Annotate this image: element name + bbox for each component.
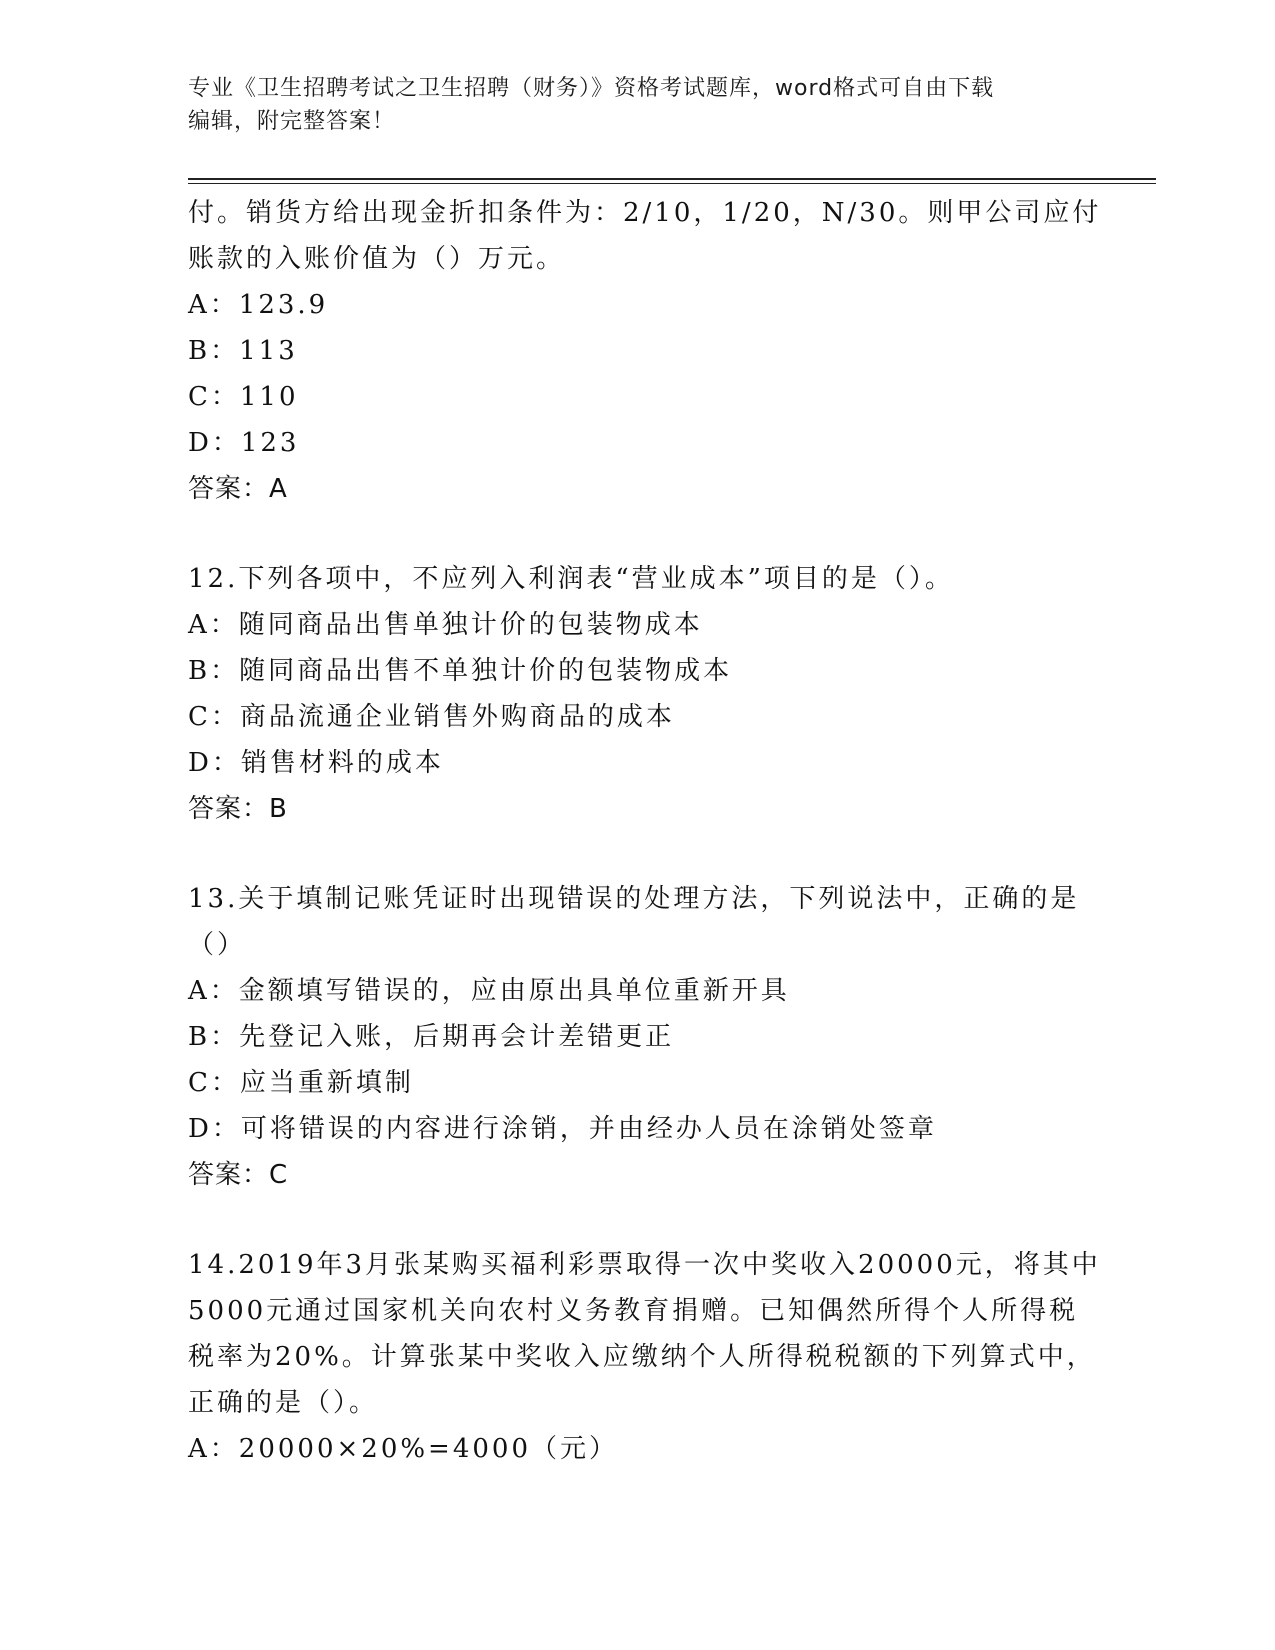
- header-divider-thin: [188, 183, 1156, 184]
- question-text-line: 账款的入账价值为（）万元。: [188, 244, 566, 274]
- document-body: [188, 190, 1102, 1472]
- option-b: B：随同商品出售不单独计价的包装物成本: [188, 656, 733, 686]
- question-14: [188, 1242, 1101, 1472]
- spacer: [188, 512, 1088, 556]
- option-c: C：应当重新填制: [188, 1068, 414, 1098]
- option-d: D：可将错误的内容进行涂销，并由经办人员在涂销处签章: [188, 1114, 937, 1144]
- header-divider-thick: [188, 178, 1156, 180]
- answer-line: 答案：B: [188, 794, 288, 824]
- answer-line: 答案：C: [188, 1160, 289, 1190]
- question-text-line: 14.2019年3月张某购买福利彩票取得一次中奖收入20000元，将其中: [188, 1250, 1101, 1280]
- option-b: B：先登记入账，后期再会计差错更正: [188, 1022, 675, 1052]
- question-text-line: 12.下列各项中，不应列入利润表“营业成本”项目的是（）。: [188, 564, 954, 594]
- option-c: C：110: [188, 382, 299, 412]
- question-text-line: 付。销货方给出现金折扣条件为：2/10，1/20，N/30。则甲公司应付: [188, 198, 1102, 228]
- answer-line: 答案：A: [188, 474, 288, 504]
- question-text-line: 5000元通过国家机关向农村义务教育捐赠。已知偶然所得个人所得税: [188, 1296, 1079, 1326]
- spacer: [188, 1198, 1088, 1242]
- option-a: A：金额填写错误的，应由原出具单位重新开具: [188, 976, 790, 1006]
- question-12: [188, 556, 1088, 832]
- option-a: A：随同商品出售单独计价的包装物成本: [188, 610, 703, 640]
- option-a: A：20000×20%=4000（元）: [188, 1434, 619, 1464]
- question-text-line: 税率为20%。计算张某中奖收入应缴纳个人所得税税额的下列算式中，: [188, 1342, 1096, 1372]
- spacer: [188, 832, 1088, 876]
- option-d: D：销售材料的成本: [188, 748, 444, 778]
- document-header: [188, 72, 1088, 138]
- option-a: A：123.9: [188, 290, 329, 320]
- option-b: B：113: [188, 336, 298, 366]
- header-line-1: 专业《卫生招聘考试之卫生招聘（财务）》资格考试题库，word格式可自由下载: [188, 76, 995, 101]
- option-d: D：123: [188, 428, 300, 458]
- question-text-line: 13.关于填制记账凭证时出现错误的处理方法，下列说法中，正确的是: [188, 884, 1080, 914]
- option-c: C：商品流通企业销售外购商品的成本: [188, 702, 675, 732]
- question-text-line: 正确的是（）。: [188, 1388, 379, 1418]
- question-13: [188, 876, 1088, 1198]
- question-text-line: （）: [188, 930, 247, 960]
- question-11: [188, 190, 1102, 512]
- header-line-2: 编辑，附完整答案！: [188, 109, 396, 134]
